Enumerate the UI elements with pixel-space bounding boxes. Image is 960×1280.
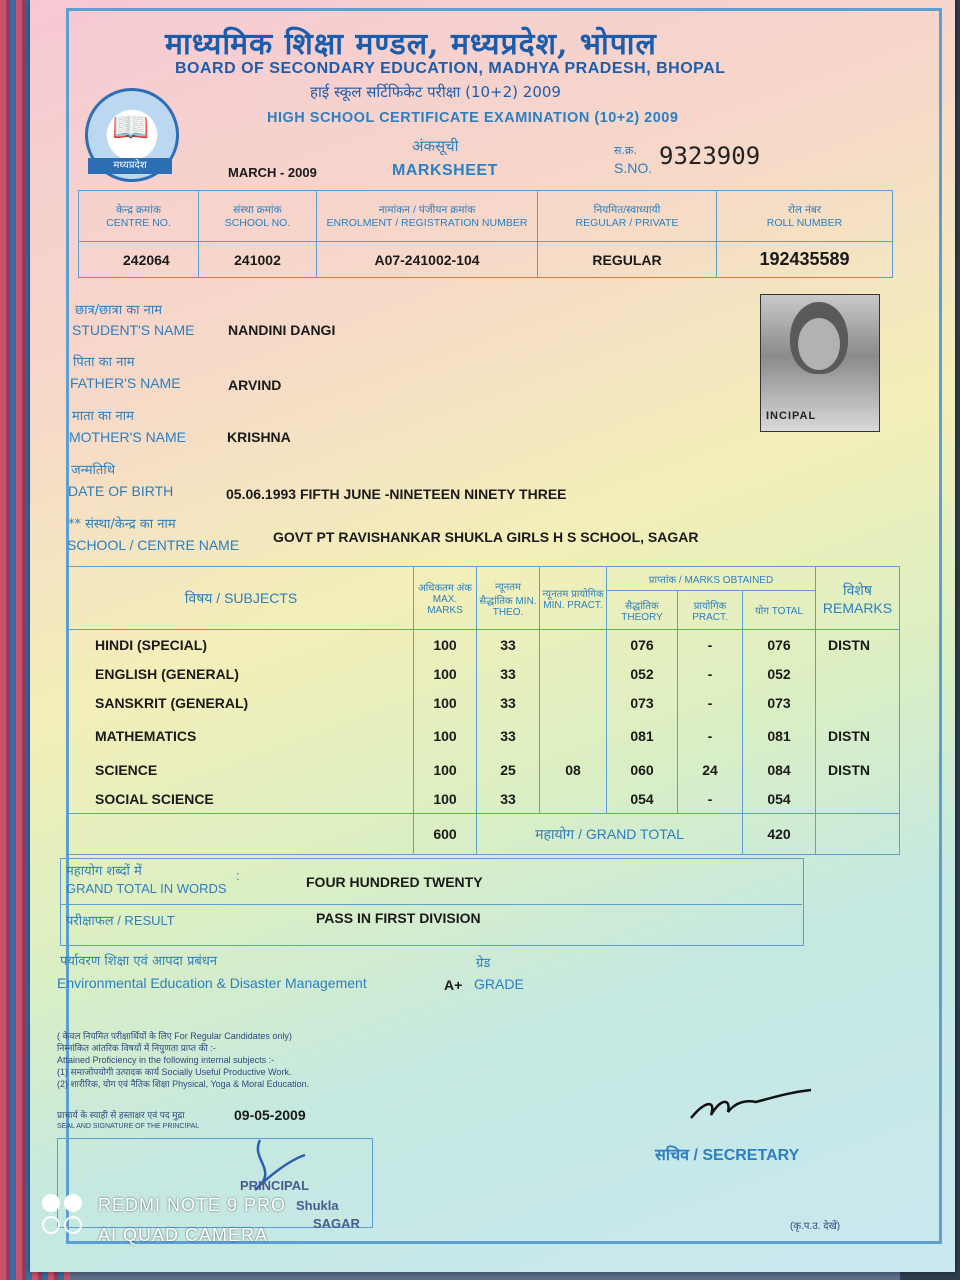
cell-min-pract (540, 784, 607, 814)
grade-label-hindi: ग्रेड (476, 956, 491, 971)
grand-total-label: महायोग / GRAND TOTAL (477, 814, 743, 855)
cell-remarks: DISTN (816, 630, 900, 660)
cell-max: 100 (414, 755, 477, 784)
student-name-label-hindi: छात्र/छात्रा का नाम (75, 303, 163, 318)
max-marks-total: 600 (414, 814, 477, 855)
cell-theory: 052 (607, 659, 678, 688)
mother-name: KRISHNA (227, 429, 291, 445)
date-of-birth: 05.06.1993 FIFTH JUNE -NINETEEN NINETY THREE (226, 486, 567, 502)
cell-max: 100 (414, 688, 477, 717)
centre-no-header: केन्द्र क्रमांक CENTRE NO. (79, 191, 199, 242)
cell-subject: SOCIAL SCIENCE (69, 784, 414, 814)
father-name: ARVIND (228, 377, 282, 393)
registration-table (78, 190, 893, 278)
cell-theory: 076 (607, 630, 678, 660)
watermark-line-2: AI QUAD CAMERA (98, 1225, 269, 1245)
cell-total: 084 (743, 755, 816, 784)
mother-name-label-hindi: माता का नाम (72, 409, 134, 424)
table-row (69, 688, 900, 717)
internal-subjects-note (57, 1030, 477, 1090)
cell-min-pract (540, 688, 607, 717)
grand-total-in-words: FOUR HUNDRED TWENTY (306, 874, 483, 890)
cell-pract: - (678, 717, 743, 755)
cell-theory: 054 (607, 784, 678, 814)
cell-theory: 073 (607, 688, 678, 717)
centre-no-value: 242064 (79, 242, 199, 278)
cell-pract: - (678, 659, 743, 688)
cell-min-theo: 33 (477, 630, 540, 660)
cell-min-pract (540, 630, 607, 660)
photo-face (798, 318, 840, 370)
result-box (60, 858, 804, 946)
cell-subject: SCIENCE (69, 755, 414, 784)
secretary-label: सचिव / SECRETARY (655, 1147, 800, 1164)
cell-remarks (816, 688, 900, 717)
cell-remarks (816, 659, 900, 688)
roll-number-header: रोल नंबर ROLL NUMBER (717, 191, 893, 242)
serial-number-label: S.NO. (614, 160, 653, 176)
serial-number: 9323909 (659, 142, 761, 170)
cell-max: 100 (414, 659, 477, 688)
school-no-header: संस्था क्रमांक SCHOOL NO. (199, 191, 317, 242)
words-colon: : (236, 868, 240, 883)
school-name-label: SCHOOL / CENTRE NAME (67, 537, 240, 553)
principal-stamp-place: SAGAR (313, 1216, 360, 1231)
subjects-header: विषय / SUBJECTS (69, 567, 414, 630)
enrolment-header: नामांकन / पंजीयन क्रमांक ENROLMENT / REGISTRATION NUMBER (317, 191, 538, 242)
min-practical-header: न्यूनतम प्रायोगिक MIN. PRACT. (540, 567, 607, 630)
min-theory-header: न्यूनतम सैद्धांतिक MIN. THEO. (477, 567, 540, 630)
cell-pract: - (678, 688, 743, 717)
marks-obtained-header: प्राप्तांक / MARKS OBTAINED (607, 567, 816, 591)
note-line: ( केवल नियमित परीक्षार्थियों के लिए For Regular Candidates only) (57, 1031, 292, 1041)
book-icon: 📖 (112, 111, 150, 144)
cell-min-theo: 33 (477, 659, 540, 688)
remarks-header: विशेष REMARKS (816, 567, 900, 630)
secretary-signature-icon (686, 1080, 816, 1125)
note-line: निम्नांकित आंतरिक विषयों में निपुणता प्राप्त की :- (57, 1043, 216, 1053)
result-value: PASS IN FIRST DIVISION (316, 910, 481, 926)
cell-total: 054 (743, 784, 816, 814)
cell-remarks (816, 784, 900, 814)
words-label: GRAND TOTAL IN WORDS (66, 881, 227, 896)
seal-label-hindi: प्राचार्य के स्याही से हस्ताक्षर एवं पद मुद्रा (57, 1110, 185, 1120)
exam-title-english: HIGH SCHOOL CERTIFICATE EXAMINATION (10+2) 2009 (267, 110, 679, 126)
father-name-label: FATHER'S NAME (70, 375, 181, 391)
school-no-value: 241002 (199, 242, 317, 278)
father-name-label-hindi: पिता का नाम (73, 355, 135, 370)
table-row (69, 784, 900, 814)
cell-remarks: DISTN (816, 717, 900, 755)
note-line: (1) समाजोपयोगी उत्पादक कार्य Socially Useful Productive Work. (57, 1067, 292, 1077)
result-divider (60, 904, 802, 905)
total-header: योग TOTAL (743, 591, 816, 630)
cell-min-pract (540, 659, 607, 688)
cell-pract: 24 (678, 755, 743, 784)
grand-total-value: 420 (743, 814, 816, 855)
cell-total: 076 (743, 630, 816, 660)
table-row (69, 659, 900, 688)
school-name-label-hindi: ** संस्था/केन्द्र का नाम (68, 517, 176, 532)
cell-subject: ENGLISH (GENERAL) (69, 659, 414, 688)
env-education-label: Environmental Education & Disaster Management (57, 975, 367, 991)
serial-number-label-hindi: स.क्र. (614, 144, 637, 157)
watermark-line-1: REDMI NOTE 9 PRO (98, 1195, 287, 1215)
regular-private-value: REGULAR (538, 242, 717, 278)
logo-band-text: मध्यप्रदेश (88, 158, 172, 174)
cell-pract: - (678, 630, 743, 660)
cell-max: 100 (414, 717, 477, 755)
cell-min-pract (540, 717, 607, 755)
result-label: परीक्षाफल / RESULT (66, 913, 175, 928)
marksheet-title: MARKSHEET (392, 162, 498, 179)
dob-label: DATE OF BIRTH (68, 483, 174, 499)
enrolment-value: A07-241002-104 (317, 242, 538, 278)
board-title-english: BOARD OF SECONDARY EDUCATION, MADHYA PRADESH, BHOPAL (175, 60, 726, 77)
seal-label: SEAL AND SIGNATURE OF THE PRINCIPAL (57, 1123, 200, 1130)
cell-min-theo: 33 (477, 717, 540, 755)
cell-subject: HINDI (SPECIAL) (69, 630, 414, 660)
mother-name-label: MOTHER'S NAME (69, 429, 187, 445)
exam-title-hindi: हाई स्कूल सर्टिफिकेट परीक्षा (10+2) 2009 (310, 83, 561, 101)
marksheet-title-hindi: अंकसूची (412, 137, 459, 155)
cell-theory: 060 (607, 755, 678, 784)
words-label-hindi: महायोग शब्दों में (66, 864, 142, 879)
cell-subject: SANSKRIT (GENERAL) (69, 688, 414, 717)
theory-header: सैद्धांतिक THEORY (607, 591, 678, 630)
grade-label: GRADE (474, 976, 524, 992)
student-name: NANDINI DANGI (228, 322, 336, 338)
cell-total: 081 (743, 717, 816, 755)
note-line: (2) शारीरिक, योग एवं नैतिक शिक्षा Physical, Yoga & Moral Education. (57, 1079, 310, 1089)
env-grade-value: A+ (444, 977, 463, 993)
camera-watermark (40, 1190, 286, 1250)
practical-header: प्रायोगिक PRACT. (678, 591, 743, 630)
dob-label-hindi: जन्मतिथि (71, 463, 116, 478)
max-marks-header: अधिकतम अंक MAX. MARKS (414, 567, 477, 630)
photo-stamp-text: INCIPAL (766, 410, 817, 422)
table-row (69, 755, 900, 784)
marks-table (68, 566, 900, 855)
roll-number-value: 192435589 (717, 242, 893, 278)
student-name-label: STUDENT'S NAME (72, 322, 195, 338)
principal-stamp-name: Shukla (296, 1198, 339, 1213)
table-row (69, 630, 900, 660)
env-education-label-hindi: पर्यावरण शिक्षा एवं आपदा प्रबंधन (60, 954, 218, 969)
cell-min-pract: 08 (540, 755, 607, 784)
regular-private-header: नियमित/स्वाध्यायी REGULAR / PRIVATE (538, 191, 717, 242)
cell-total: 073 (743, 688, 816, 717)
cell-pract: - (678, 784, 743, 814)
principal-stamp: PRINCIPAL (240, 1178, 310, 1193)
cell-remarks: DISTN (816, 755, 900, 784)
board-title-hindi: माध्यमिक शिक्षा मण्डल, मध्यप्रदेश, भोपाल (165, 27, 657, 62)
cell-max: 100 (414, 784, 477, 814)
grand-total-spacer (69, 814, 414, 855)
camera-logo-icon (40, 1190, 92, 1240)
cell-min-theo: 33 (477, 784, 540, 814)
note-line: Attained Proficiency in the following internal subjects :- (57, 1055, 275, 1065)
table-row (69, 717, 900, 755)
grand-total-remarks (816, 814, 900, 855)
cell-subject: MATHEMATICS (69, 717, 414, 755)
cell-max: 100 (414, 630, 477, 660)
cell-total: 052 (743, 659, 816, 688)
school-name: GOVT PT RAVISHANKAR SHUKLA GIRLS H S SCHOOL, SAGAR (273, 529, 699, 545)
cell-min-theo: 33 (477, 688, 540, 717)
cell-min-theo: 25 (477, 755, 540, 784)
turn-over-note: (कृ.प.उ. देखें) (790, 1221, 841, 1232)
exam-session: MARCH - 2009 (228, 165, 317, 180)
issue-date: 09-05-2009 (234, 1107, 306, 1123)
cell-theory: 081 (607, 717, 678, 755)
